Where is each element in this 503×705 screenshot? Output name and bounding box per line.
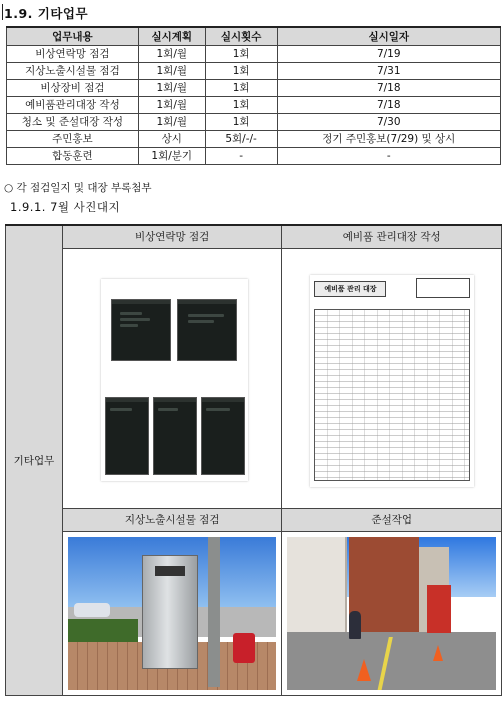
building: [287, 537, 347, 647]
photo-table: [5, 224, 502, 696]
date-cell: 정기 주민홍보(7/29) 및 상시: [277, 130, 500, 147]
plan-cell: 상시: [138, 130, 205, 147]
utility-pole: [208, 537, 220, 687]
phone-screenshot: [201, 397, 245, 475]
section-title: 1.9. 기타업무: [4, 6, 89, 21]
plan-cell: 1회/분기: [138, 147, 205, 164]
traffic-cone: [433, 645, 443, 661]
category-cell: 기타업무: [6, 225, 63, 695]
date-cell: -: [277, 147, 500, 164]
worker: [349, 611, 361, 639]
phone-screenshot: [177, 299, 237, 361]
date-cell: 7/18: [277, 96, 500, 113]
count-cell: 1회: [205, 45, 277, 62]
plan-cell: 1회/월: [138, 96, 205, 113]
work-truck: [427, 585, 451, 633]
column-header-count: 실시횟수: [205, 27, 277, 45]
control-cabinet: [142, 555, 198, 669]
panel-title-surface-facility: 지상노출시설물 점검: [62, 508, 282, 531]
count-cell: 1회: [205, 113, 277, 130]
date-cell: 7/18: [277, 79, 500, 96]
parked-car: [74, 603, 110, 617]
date-cell: 7/31: [277, 62, 500, 79]
fire-hydrant: [233, 633, 255, 663]
count-cell: -: [205, 147, 277, 164]
schedule-table: [6, 26, 501, 165]
plan-cell: 1회/월: [138, 79, 205, 96]
dredging-photo: [282, 531, 502, 695]
signature-box: [416, 278, 470, 298]
table-row: [7, 62, 501, 79]
column-header-plan: 실시계획: [138, 27, 205, 45]
task-cell: 예비품관리대장 작성: [7, 96, 139, 113]
attachment-note: ○ 각 점검일지 및 대장 부록첨부: [4, 182, 152, 194]
plan-cell: 1회/월: [138, 62, 205, 79]
date-cell: 7/19: [277, 45, 500, 62]
traffic-cone: [357, 659, 371, 681]
table-row: [7, 96, 501, 113]
table-row: [7, 113, 501, 130]
phone-screenshot: [153, 397, 197, 475]
subsection-title: 1.9.1. 7월 사진대지: [10, 200, 121, 214]
ledger-grid: [314, 309, 470, 481]
column-header-task: 업무내용: [7, 27, 139, 45]
panel-title-dredging: 준설작업: [282, 508, 502, 531]
plan-cell: 1회/월: [138, 45, 205, 62]
table-row: [7, 79, 501, 96]
task-cell: 합동훈련: [7, 147, 139, 164]
table-row: [7, 45, 501, 62]
panel-title-emergency-contact: 비상연락망 점검: [62, 225, 282, 248]
task-cell: 주민홍보: [7, 130, 139, 147]
count-cell: 1회: [205, 79, 277, 96]
ledger-heading: 예비품 관리 대장: [314, 281, 386, 297]
emergency-contact-photo: [62, 248, 282, 508]
count-cell: 1회: [205, 62, 277, 79]
task-cell: 청소 및 준설대장 작성: [7, 113, 139, 130]
schedule-header-row: [7, 27, 501, 45]
task-cell: 지상노출시설물 점검: [7, 62, 139, 79]
table-row: [7, 130, 501, 147]
task-cell: 비상장비 점검: [7, 79, 139, 96]
panel-title-spare-parts-ledger: 예비품 관리대장 작성: [282, 225, 502, 248]
count-cell: 1회: [205, 96, 277, 113]
plan-cell: 1회/월: [138, 113, 205, 130]
column-header-date: 실시일자: [277, 27, 500, 45]
surface-facility-photo: [62, 531, 282, 695]
phone-screenshot: [105, 397, 149, 475]
ledger-scan-document: [310, 275, 474, 487]
count-cell: 5회/-/-: [205, 130, 277, 147]
table-row: [7, 147, 501, 164]
date-cell: 7/30: [277, 113, 500, 130]
contact-scan-document: [101, 279, 248, 481]
spare-parts-ledger-photo: [282, 248, 502, 508]
task-cell: 비상연락망 점검: [7, 45, 139, 62]
phone-screenshot: [111, 299, 171, 361]
